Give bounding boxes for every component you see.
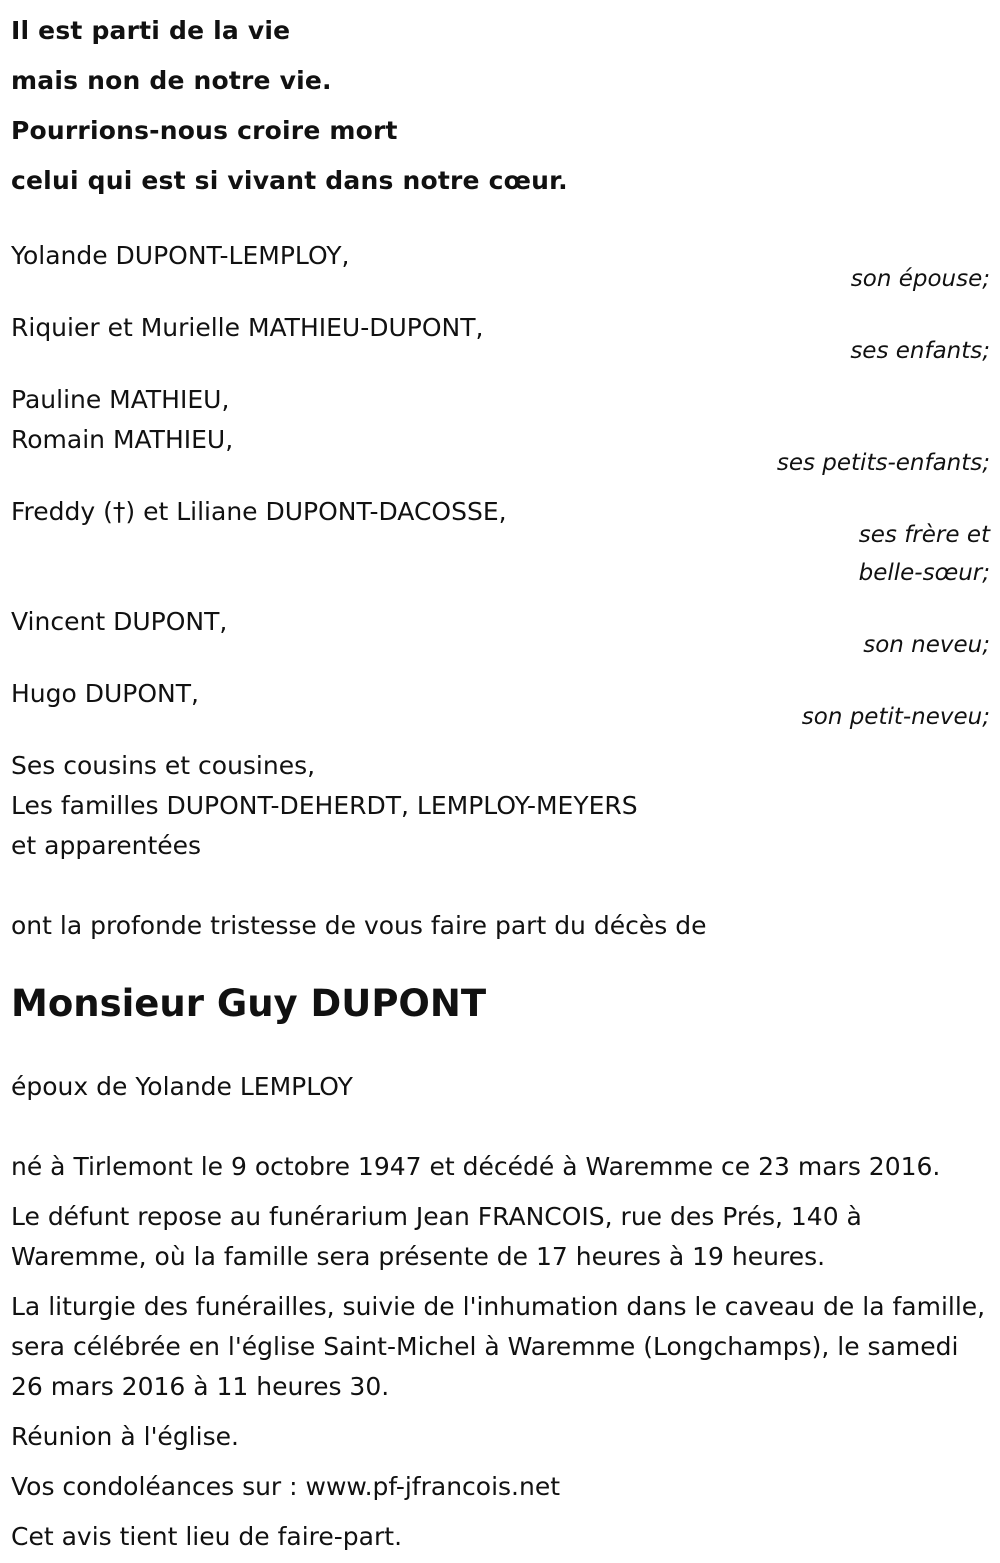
family-group-children [11, 308, 990, 370]
deceased-name: Monsieur Guy DUPONT [11, 982, 487, 1025]
family-group-siblings [11, 492, 990, 592]
funeral-home-paragraph: Le défunt repose au funérarium Jean FRANCOIS, rue des Prés, 140 à Waremme, où la famille sera présente de 17 heures à 19 heures. [11, 1202, 862, 1271]
other-relatives [11, 746, 990, 866]
relation-line: son petit-neveu; [801, 704, 990, 730]
family-name: Freddy (†) et Liliane DUPONT-DACOSSE, [11, 497, 507, 526]
family-name: Hugo DUPONT, [11, 679, 199, 708]
family-name: Romain MATHIEU, [11, 425, 234, 454]
liturgy-paragraph: La liturgie des funérailles, suivie de l'inhumation dans le caveau de la famille, sera célébrée en l'église Saint-Michel à Waremme (Longchamps), le samedi 26 mars 2016 à 11 heures 30. [11, 1292, 986, 1401]
family-name: Vincent DUPONT, [11, 607, 228, 636]
family-group-spouse [11, 236, 990, 298]
family-name: Pauline MATHIEU, [11, 385, 230, 414]
relation-line: ses enfants; [850, 338, 990, 364]
family-group-nephew [11, 602, 990, 664]
other-relatives-line: Ses cousins et cousines, [11, 751, 316, 780]
family-group-grandnephew [11, 674, 990, 736]
family-group-grandchildren [11, 380, 990, 482]
relation-line: ses frère et [858, 522, 990, 548]
relation-line: belle-sœur; [858, 560, 990, 586]
condolences-paragraph: Vos condoléances sur : www.pf-jfrancois.net [11, 1472, 561, 1501]
poem [11, 0, 990, 206]
poem-line: Il est parti de la vie [11, 16, 291, 45]
poem-line: Pourrions-nous croire mort [11, 116, 398, 145]
announcement: ont la profonde tristesse de vous faire part du décès de [11, 911, 707, 940]
relation-line: son neveu; [863, 632, 990, 658]
meeting-paragraph: Réunion à l'église. [11, 1422, 239, 1451]
birth-death-paragraph: né à Tirlemont le 9 octobre 1947 et décédé à Waremme ce 23 mars 2016. [11, 1152, 941, 1181]
family-list [11, 236, 990, 736]
relation-line: son épouse; [850, 266, 990, 292]
notice-paragraph: Cet avis tient lieu de faire-part. [11, 1522, 403, 1551]
family-name: Riquier et Murielle MATHIEU-DUPONT, [11, 313, 484, 342]
poem-line: celui qui est si vivant dans notre cœur. [11, 166, 568, 195]
spouse-line: époux de Yolande LEMPLOY [11, 1072, 353, 1101]
poem-line: mais non de notre vie. [11, 66, 332, 95]
other-relatives-line: et apparentées [11, 831, 202, 860]
other-relatives-line: Les familles DUPONT-DEHERDT, LEMPLOY-MEYERS [11, 791, 638, 820]
relation-line: ses petits-enfants; [776, 450, 990, 476]
family-name: Yolande DUPONT-LEMPLOY, [11, 241, 350, 270]
